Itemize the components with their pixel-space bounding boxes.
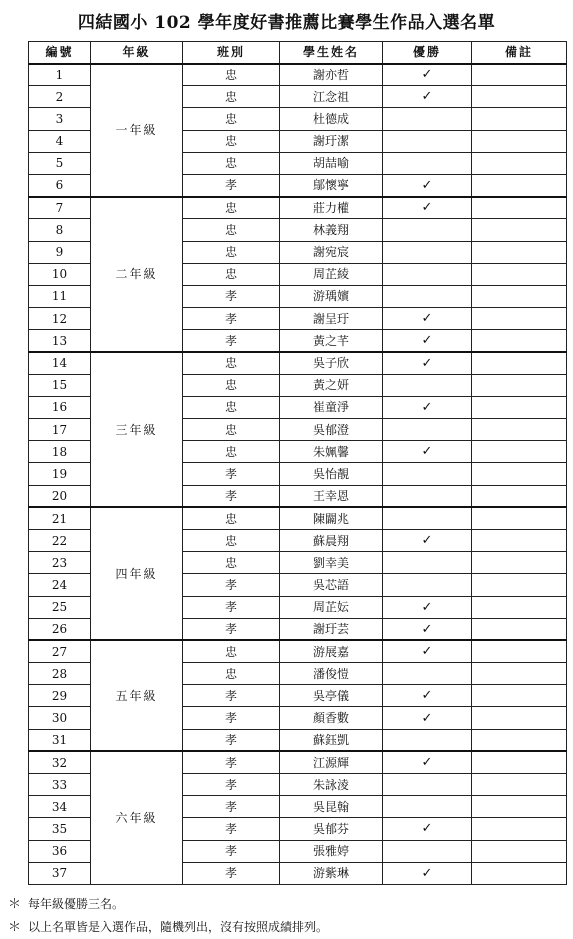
- header-winner: 優勝: [383, 42, 472, 64]
- cell-winner: [383, 263, 472, 285]
- cell-number: 4: [29, 130, 91, 152]
- cell-remarks: [472, 285, 567, 307]
- cell-remarks: [472, 374, 567, 396]
- cell-grade: 四年級: [91, 507, 183, 640]
- cell-winner: [383, 152, 472, 174]
- cell-remarks: [472, 685, 567, 707]
- cell-number: 35: [29, 818, 91, 840]
- cell-number: 14: [29, 352, 91, 374]
- cell-student-name: 王幸恩: [280, 485, 383, 507]
- table-row: [29, 197, 567, 219]
- cell-remarks: [472, 130, 567, 152]
- cell-student-name: 潘俊愷: [280, 663, 383, 685]
- cell-class: 忠: [183, 419, 280, 441]
- cell-class: 孝: [183, 463, 280, 485]
- cell-student-name: 游展嘉: [280, 640, 383, 662]
- cell-remarks: [472, 640, 567, 662]
- cell-number: 23: [29, 552, 91, 574]
- table-row: [29, 751, 567, 773]
- cell-number: 30: [29, 707, 91, 729]
- check-icon: ✓: [421, 200, 433, 216]
- check-icon: ✓: [421, 533, 433, 549]
- cell-student-name: 蘇鈺凱: [280, 729, 383, 751]
- cell-student-name: 吳芯語: [280, 574, 383, 596]
- winners-table: [28, 41, 567, 885]
- cell-winner: [383, 663, 472, 685]
- cell-student-name: 張雅婷: [280, 840, 383, 862]
- cell-remarks: [472, 330, 567, 352]
- cell-student-name: 朱姵馨: [280, 441, 383, 463]
- cell-remarks: [472, 663, 567, 685]
- cell-winner: [383, 219, 472, 241]
- cell-winner: [383, 818, 472, 840]
- cell-winner: [383, 751, 472, 773]
- cell-winner: [383, 86, 472, 108]
- cell-student-name: 鄔懷寧: [280, 174, 383, 196]
- cell-winner: [383, 130, 472, 152]
- cell-student-name: 顏香數: [280, 707, 383, 729]
- cell-student-name: 游瑀嬪: [280, 285, 383, 307]
- cell-number: 27: [29, 640, 91, 662]
- cell-student-name: 吳郁芬: [280, 818, 383, 840]
- cell-student-name: 吳怡靚: [280, 463, 383, 485]
- header-class: 班別: [183, 42, 280, 64]
- asterisk-marker: ＊: [8, 920, 22, 935]
- check-icon: ✓: [421, 644, 433, 660]
- check-icon: ✓: [421, 399, 433, 415]
- cell-class: 忠: [183, 529, 280, 551]
- cell-winner: [383, 285, 472, 307]
- cell-number: 29: [29, 685, 91, 707]
- cell-class: 孝: [183, 174, 280, 196]
- cell-remarks: [472, 396, 567, 418]
- cell-remarks: [472, 485, 567, 507]
- cell-remarks: [472, 419, 567, 441]
- cell-remarks: [472, 552, 567, 574]
- cell-winner: [383, 796, 472, 818]
- check-icon: ✓: [421, 177, 433, 193]
- cell-student-name: 吳昆翰: [280, 796, 383, 818]
- cell-class: 忠: [183, 263, 280, 285]
- cell-student-name: 游紫琳: [280, 862, 383, 884]
- cell-student-name: 崔童淨: [280, 396, 383, 418]
- cell-class: 孝: [183, 308, 280, 330]
- header-student-name: 學生姓名: [280, 42, 383, 64]
- cell-grade: 六年級: [91, 751, 183, 884]
- cell-student-name: 劉幸美: [280, 552, 383, 574]
- cell-remarks: [472, 108, 567, 130]
- cell-number: 22: [29, 529, 91, 551]
- cell-remarks: [472, 241, 567, 263]
- cell-winner: [383, 330, 472, 352]
- cell-class: 忠: [183, 86, 280, 108]
- footnotes: [8, 893, 328, 939]
- cell-remarks: [472, 751, 567, 773]
- cell-remarks: [472, 152, 567, 174]
- cell-student-name: 朱詠淩: [280, 774, 383, 796]
- cell-winner: [383, 197, 472, 219]
- cell-winner: [383, 707, 472, 729]
- header-remarks: 備註: [472, 42, 567, 64]
- cell-winner: [383, 596, 472, 618]
- check-icon: ✓: [421, 333, 433, 349]
- check-icon: ✓: [421, 621, 433, 637]
- page-title: 四結國小 102 學年度好書推薦比賽學生作品入選名單: [77, 13, 496, 33]
- cell-class: 忠: [183, 374, 280, 396]
- cell-number: 8: [29, 219, 91, 241]
- cell-number: 10: [29, 263, 91, 285]
- check-icon: ✓: [421, 710, 433, 726]
- cell-number: 15: [29, 374, 91, 396]
- cell-student-name: 謝亦哲: [280, 64, 383, 86]
- cell-class: 忠: [183, 197, 280, 219]
- cell-class: 忠: [183, 396, 280, 418]
- cell-winner: [383, 174, 472, 196]
- cell-winner: [383, 685, 472, 707]
- cell-remarks: [472, 796, 567, 818]
- cell-number: 21: [29, 507, 91, 529]
- cell-class: 孝: [183, 751, 280, 773]
- cell-class: 孝: [183, 330, 280, 352]
- cell-number: 33: [29, 774, 91, 796]
- cell-student-name: 江源輝: [280, 751, 383, 773]
- cell-number: 2: [29, 86, 91, 108]
- cell-winner: [383, 463, 472, 485]
- table-row: [29, 352, 567, 374]
- cell-winner: [383, 552, 472, 574]
- cell-grade: 一年級: [91, 64, 183, 197]
- check-icon: ✓: [421, 599, 433, 615]
- cell-number: 17: [29, 419, 91, 441]
- cell-student-name: 吳子欣: [280, 352, 383, 374]
- cell-class: 忠: [183, 130, 280, 152]
- cell-winner: [383, 840, 472, 862]
- cell-number: 31: [29, 729, 91, 751]
- cell-winner: [383, 108, 472, 130]
- cell-number: 19: [29, 463, 91, 485]
- cell-remarks: [472, 529, 567, 551]
- footnote: [8, 893, 328, 916]
- cell-class: 孝: [183, 574, 280, 596]
- check-icon: ✓: [421, 821, 433, 837]
- cell-grade: 五年級: [91, 640, 183, 751]
- cell-winner: [383, 485, 472, 507]
- cell-remarks: [472, 441, 567, 463]
- cell-class: 孝: [183, 618, 280, 640]
- cell-class: 孝: [183, 862, 280, 884]
- cell-class: 孝: [183, 840, 280, 862]
- cell-remarks: [472, 596, 567, 618]
- cell-student-name: 吳郁澄: [280, 419, 383, 441]
- cell-remarks: [472, 352, 567, 374]
- cell-winner: [383, 618, 472, 640]
- cell-winner: [383, 308, 472, 330]
- cell-winner: [383, 419, 472, 441]
- cell-grade: 二年級: [91, 197, 183, 352]
- footnote-text: 以上名單皆是入選作品，隨機列出，沒有按照成績排列。: [28, 920, 329, 934]
- cell-class: 孝: [183, 285, 280, 307]
- cell-winner: [383, 529, 472, 551]
- check-icon: ✓: [421, 311, 433, 327]
- cell-number: 20: [29, 485, 91, 507]
- cell-class: 忠: [183, 640, 280, 662]
- cell-number: 24: [29, 574, 91, 596]
- cell-winner: [383, 729, 472, 751]
- cell-remarks: [472, 263, 567, 285]
- cell-student-name: 杜德成: [280, 108, 383, 130]
- cell-number: 12: [29, 308, 91, 330]
- cell-class: 忠: [183, 241, 280, 263]
- cell-class: 忠: [183, 663, 280, 685]
- cell-student-name: 黃之妍: [280, 374, 383, 396]
- cell-remarks: [472, 818, 567, 840]
- cell-remarks: [472, 197, 567, 219]
- cell-student-name: 吳亭儀: [280, 685, 383, 707]
- cell-remarks: [472, 707, 567, 729]
- cell-student-name: 謝呈玗: [280, 308, 383, 330]
- cell-class: 孝: [183, 796, 280, 818]
- cell-number: 36: [29, 840, 91, 862]
- asterisk-marker: ＊: [8, 897, 22, 912]
- cell-winner: [383, 396, 472, 418]
- cell-student-name: 蘇晨翔: [280, 529, 383, 551]
- table-header-row: [29, 42, 567, 64]
- cell-remarks: [472, 840, 567, 862]
- cell-class: 忠: [183, 507, 280, 529]
- cell-class: 孝: [183, 596, 280, 618]
- cell-number: 18: [29, 441, 91, 463]
- cell-student-name: 胡喆喻: [280, 152, 383, 174]
- cell-class: 忠: [183, 441, 280, 463]
- cell-winner: [383, 862, 472, 884]
- check-icon: ✓: [421, 89, 433, 105]
- cell-number: 34: [29, 796, 91, 818]
- cell-remarks: [472, 729, 567, 751]
- cell-student-name: 林義翔: [280, 219, 383, 241]
- cell-winner: [383, 441, 472, 463]
- cell-winner: [383, 574, 472, 596]
- footnote: [8, 916, 328, 939]
- cell-remarks: [472, 219, 567, 241]
- cell-class: 忠: [183, 552, 280, 574]
- cell-number: 11: [29, 285, 91, 307]
- cell-class: 孝: [183, 729, 280, 751]
- cell-student-name: 莊力權: [280, 197, 383, 219]
- cell-remarks: [472, 64, 567, 86]
- cell-number: 16: [29, 396, 91, 418]
- header-grade: 年級: [91, 42, 183, 64]
- cell-student-name: 江念祖: [280, 86, 383, 108]
- cell-number: 1: [29, 64, 91, 86]
- cell-class: 忠: [183, 152, 280, 174]
- cell-number: 13: [29, 330, 91, 352]
- cell-winner: [383, 507, 472, 529]
- cell-remarks: [472, 174, 567, 196]
- check-icon: ✓: [421, 755, 433, 771]
- cell-winner: [383, 640, 472, 662]
- footnote-text: 每年級優勝三名。: [28, 897, 125, 911]
- cell-class: 忠: [183, 64, 280, 86]
- cell-number: 5: [29, 152, 91, 174]
- cell-student-name: 黃之芊: [280, 330, 383, 352]
- cell-number: 26: [29, 618, 91, 640]
- cell-number: 3: [29, 108, 91, 130]
- cell-winner: [383, 774, 472, 796]
- cell-winner: [383, 241, 472, 263]
- cell-remarks: [472, 86, 567, 108]
- table-body: [29, 64, 567, 885]
- cell-remarks: [472, 862, 567, 884]
- cell-class: 忠: [183, 108, 280, 130]
- cell-student-name: 謝玗芸: [280, 618, 383, 640]
- check-icon: ✓: [421, 355, 433, 371]
- cell-number: 37: [29, 862, 91, 884]
- cell-remarks: [472, 463, 567, 485]
- cell-winner: [383, 352, 472, 374]
- table-row: [29, 64, 567, 86]
- table-row: [29, 640, 567, 662]
- cell-class: 孝: [183, 818, 280, 840]
- cell-remarks: [472, 574, 567, 596]
- header-number: 編號: [29, 42, 91, 64]
- table-row: [29, 507, 567, 529]
- cell-remarks: [472, 507, 567, 529]
- cell-student-name: 謝宛宸: [280, 241, 383, 263]
- cell-number: 32: [29, 751, 91, 773]
- cell-number: 25: [29, 596, 91, 618]
- cell-class: 忠: [183, 352, 280, 374]
- cell-winner: [383, 374, 472, 396]
- cell-student-name: 陳闢兆: [280, 507, 383, 529]
- cell-remarks: [472, 774, 567, 796]
- cell-class: 孝: [183, 685, 280, 707]
- cell-number: 7: [29, 197, 91, 219]
- cell-class: 孝: [183, 774, 280, 796]
- cell-student-name: 謝玗潔: [280, 130, 383, 152]
- cell-remarks: [472, 618, 567, 640]
- cell-remarks: [472, 308, 567, 330]
- cell-student-name: 周芷妘: [280, 596, 383, 618]
- cell-class: 孝: [183, 485, 280, 507]
- cell-number: 9: [29, 241, 91, 263]
- check-icon: ✓: [421, 444, 433, 460]
- cell-winner: [383, 64, 472, 86]
- cell-grade: 三年級: [91, 352, 183, 507]
- check-icon: ✓: [421, 688, 433, 704]
- check-icon: ✓: [421, 865, 433, 881]
- cell-number: 28: [29, 663, 91, 685]
- check-icon: ✓: [421, 67, 433, 83]
- cell-number: 6: [29, 174, 91, 196]
- cell-student-name: 周芷綾: [280, 263, 383, 285]
- cell-class: 忠: [183, 219, 280, 241]
- cell-class: 孝: [183, 707, 280, 729]
